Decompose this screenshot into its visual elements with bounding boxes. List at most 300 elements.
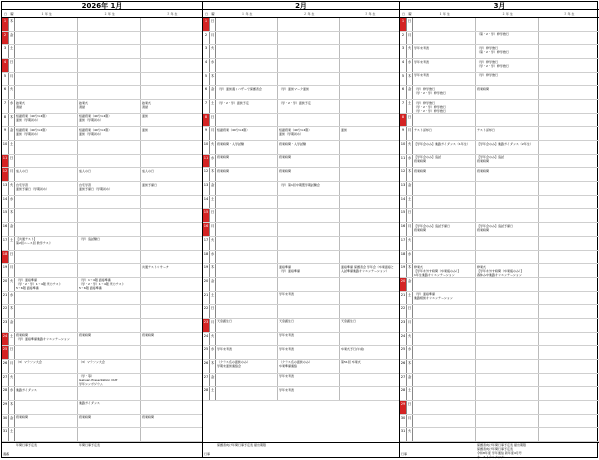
day-row: [203, 387, 399, 401]
event-cell-g2: [278, 278, 340, 291]
day-number: 23: [2, 319, 9, 332]
day-of-week: 日: [210, 209, 216, 222]
day-number: 28: [203, 387, 210, 400]
day-row: [2, 59, 202, 73]
day-of-week: 火: [210, 141, 216, 154]
header-g3: ３ 年 生: [364, 12, 376, 16]
day-of-week: 木: [9, 209, 15, 222]
day-of-week: 金: [9, 32, 15, 45]
event-cell-g1: [216, 264, 278, 277]
event-cell-g3: [141, 387, 203, 400]
event-cell-g3: 天皇誕生日: [341, 319, 357, 324]
event-cell-g1: [216, 59, 278, 72]
event-cell-g2: [78, 73, 141, 86]
header-dow: 曜: [211, 12, 215, 16]
day-row: [400, 401, 599, 415]
day-of-week: 金: [210, 182, 216, 195]
event-cell-g2: 授業時間: [476, 168, 539, 181]
event-cell-g2: [476, 292, 539, 305]
day-of-week: 日: [407, 305, 413, 318]
event-cell-g2: [78, 141, 141, 154]
event-cell-g1: [15, 73, 78, 86]
event-cell-g2: [476, 305, 539, 318]
day-number: 13: [203, 182, 210, 195]
event-cell-g3: [539, 223, 599, 236]
event-cell-g1: [216, 32, 278, 45]
day-number: 12: [203, 168, 210, 181]
day-number: 12: [400, 168, 407, 181]
event-cell-g2: [476, 237, 539, 250]
day-of-week: 火: [407, 333, 413, 346]
footer-label: 週番: [3, 452, 10, 456]
event-cell-g3: [340, 251, 400, 264]
day-number: 19: [203, 264, 210, 277]
event-cell-g2: 成人の日: [78, 168, 141, 181]
day-of-week: 月: [210, 319, 216, 332]
event-cell-g2: 授業時間・入学試験: [278, 141, 340, 154]
day-of-week: 日: [210, 305, 216, 318]
event-cell-g1: 授業時間: [413, 168, 476, 181]
event-cell-g2: 【学年会のみ】追試予備日 授業時間: [476, 223, 539, 236]
day-number: 14: [400, 196, 407, 209]
event-cell-g3: [539, 86, 599, 99]
day-number: 2: [203, 32, 210, 45]
day-of-week: 月: [9, 73, 15, 86]
event-cell-g2: 授業時間: [476, 86, 539, 99]
event-cell-g2: [78, 305, 141, 318]
day-of-week: 土: [9, 237, 15, 250]
day-of-week: 金: [407, 86, 413, 99]
day-number: 22: [203, 305, 210, 318]
day-of-week: 火: [9, 182, 15, 195]
day-row: [203, 18, 399, 32]
day-of-week: 火: [407, 237, 413, 250]
day-number: 6: [203, 86, 210, 99]
column-header: [400, 10, 599, 18]
event-cell-g2: [78, 223, 141, 236]
event-cell-g2: 学年末考査: [278, 346, 340, 359]
day-row: [400, 32, 599, 46]
day-row: [203, 374, 399, 388]
event-cell-g3: [141, 155, 203, 168]
day-number: 31: [400, 428, 407, 441]
day-row: [203, 264, 399, 278]
column-header: [203, 10, 399, 18]
day-of-week: 土: [210, 292, 216, 305]
event-cell-g1: [413, 305, 476, 318]
event-cell-g1: [15, 18, 78, 31]
event-cell-g1: 授業時間 （学）面接準備進路オリエンテーション: [15, 333, 78, 346]
day-of-week: 火: [210, 237, 216, 250]
event-cell-g1: [216, 278, 278, 291]
event-cell-g1: 学年末考査: [413, 59, 476, 72]
day-of-week: 木: [407, 168, 413, 181]
event-cell-g1: [216, 18, 278, 31]
header-g1: １ 年 生: [439, 12, 450, 16]
event-cell-g3: [539, 32, 599, 45]
day-number: 27: [203, 374, 210, 387]
event-cell-g3: [539, 127, 599, 140]
event-cell-g1: [15, 223, 78, 236]
day-of-week: 金: [210, 374, 216, 387]
event-cell-g3: 始業式 清掃: [142, 100, 152, 109]
event-cell-g1: [216, 209, 278, 222]
day-of-week: 水: [210, 59, 216, 72]
event-cell-g2: テスト返却日: [476, 127, 539, 140]
event-cell-g3: [340, 59, 400, 72]
event-cell-g1: [15, 32, 78, 45]
event-cell-g1: 短縮授業（40分×4限）: [216, 127, 278, 140]
event-cell-g2: 授業時間: [78, 415, 141, 428]
event-cell-g3: [141, 428, 203, 441]
day-number: 19: [400, 264, 407, 277]
day-of-week: 水: [9, 196, 15, 209]
event-cell-g3: 第51回 卒業式: [341, 360, 361, 365]
day-number: 29: [2, 401, 9, 414]
day-number: 8: [203, 114, 210, 127]
day-of-week: 土: [9, 45, 15, 58]
event-cell-g3: [141, 401, 203, 414]
day-row: [2, 360, 202, 374]
day-number: 22: [2, 305, 9, 318]
event-cell-g2: [78, 59, 141, 72]
day-number: 23: [400, 319, 407, 332]
day-number: 10: [2, 141, 9, 154]
event-cell-g2: [78, 45, 141, 58]
day-of-week: 金: [9, 319, 15, 332]
day-row: [203, 168, 399, 182]
event-cell-g2: （学）修学旅行 （学・2・学）修学旅行: [476, 59, 539, 72]
day-number: 21: [203, 292, 210, 305]
day-of-week: 金: [9, 415, 15, 428]
day-number: 25: [2, 346, 9, 359]
day-of-week: 水: [9, 100, 15, 113]
event-cell-g2: [78, 209, 141, 222]
event-cell-g3: [141, 141, 203, 154]
day-number: 4: [2, 59, 9, 72]
event-cell-g1: （クラス名の面談のみ） 学期末面談連絡会: [216, 360, 278, 373]
event-cell-g1: （3）マラソン大会: [15, 360, 78, 373]
event-cell-g3: [340, 292, 400, 305]
event-cell-g2: 自宅学習 面談予備日（学期初め）: [78, 182, 141, 195]
day-of-week: 月: [9, 360, 15, 373]
event-cell-g2: 始業式 清掃: [78, 100, 141, 113]
day-of-week: 水: [210, 155, 216, 168]
event-cell-g2: [476, 360, 539, 373]
event-cell-g2: [278, 59, 340, 72]
event-cell-g3: [340, 100, 400, 113]
day-of-week: 日: [9, 155, 15, 168]
day-of-week: 土: [9, 141, 15, 154]
event-cell-g1: [413, 401, 476, 414]
event-cell-g2: [476, 319, 539, 332]
event-cell-g1: 授業時間: [216, 168, 278, 181]
header-g3: ３ 年 生: [563, 12, 575, 16]
day-of-week: 金: [9, 127, 15, 140]
event-cell-g1: [15, 209, 78, 222]
day-row: [2, 264, 202, 278]
day-of-week: 月: [407, 32, 413, 45]
day-number: 17: [2, 237, 9, 250]
day-number: 4: [400, 59, 407, 72]
event-cell-g3: [340, 196, 400, 209]
event-cell-g2: 学年末考査: [278, 292, 340, 305]
event-cell-g1: （学）面接準備 （学・2・学）1～4限 実力テスト 5～6限 面接準備: [15, 278, 78, 291]
day-number: 7: [2, 100, 9, 113]
day-number: 19: [2, 264, 9, 277]
day-row: [203, 32, 399, 46]
day-of-week: 土: [210, 387, 216, 400]
day-row: [203, 305, 399, 319]
day-number: 11: [400, 155, 407, 168]
day-of-week: 金: [407, 374, 413, 387]
event-cell-g2: [476, 114, 539, 127]
event-cell-g3: [539, 319, 599, 332]
day-of-week: 日: [210, 114, 216, 127]
day-number: 9: [400, 127, 407, 140]
event-cell-g2: [78, 346, 141, 359]
event-cell-g1: テスト返却日: [413, 127, 476, 140]
event-cell-g3: [141, 59, 203, 72]
event-cell-g3: [340, 387, 400, 400]
day-of-week: 木: [210, 168, 216, 181]
event-cell-g2: （学）修学旅行 （第・2・学）修学旅行: [476, 45, 539, 58]
day-row: [400, 415, 599, 429]
event-cell-g1: [413, 278, 476, 291]
event-cell-g3: [539, 73, 599, 86]
day-number: 24: [203, 333, 210, 346]
day-number: 1: [2, 18, 9, 31]
day-number: 29: [400, 401, 407, 414]
day-row: [203, 251, 399, 265]
day-row: [400, 278, 599, 292]
day-row: [400, 333, 599, 347]
event-cell-g1: 授業時間・入学試験: [216, 141, 278, 154]
day-number: 20: [400, 278, 407, 291]
event-cell-g2: [278, 32, 340, 45]
day-number: 27: [2, 374, 9, 387]
event-cell-g1: [216, 305, 278, 318]
event-cell-g3: [340, 18, 400, 31]
day-row: [400, 100, 599, 114]
day-row: [400, 168, 599, 182]
event-cell-g3: [539, 45, 599, 58]
event-cell-g2: [278, 209, 340, 222]
event-cell-g1: [15, 374, 78, 387]
day-number: 25: [203, 346, 210, 359]
event-cell-g1: 自宅学習 面談予備日（学期初め）: [15, 182, 78, 195]
day-row: [203, 155, 399, 169]
event-cell-g1: 成人の日: [15, 168, 78, 181]
footer-note-1: 年間行事予定表: [16, 443, 38, 447]
event-cell-g2: 短縮授業（40分×4限） 面談（学期初め）: [78, 114, 141, 127]
event-cell-g1: [413, 415, 476, 428]
event-cell-g3: [539, 18, 599, 31]
month-footer: [400, 442, 599, 457]
footer-note-1: 保護者向け年間行事予定表 提出期限: [217, 443, 266, 447]
day-of-week: 土: [407, 100, 413, 113]
day-row: [2, 278, 202, 292]
day-number: 15: [400, 209, 407, 222]
event-cell-g2: （3）マラソン大会: [78, 360, 141, 373]
day-of-week: 木: [9, 114, 15, 127]
event-cell-g3: [340, 155, 400, 168]
day-row: [2, 415, 202, 429]
event-cell-g1: [216, 333, 278, 346]
event-cell-g2: [78, 86, 141, 99]
event-cell-g1: [413, 32, 476, 45]
event-cell-g1: [413, 346, 476, 359]
day-row: [203, 73, 399, 87]
day-row: [203, 333, 399, 347]
day-number: 1: [203, 18, 210, 31]
event-cell-g2: （第・2・学）修学旅行: [476, 32, 539, 45]
event-cell-g3: 面接準備 保護者会 学年会（卒業面接と 入試準備進路オリエンテーション）: [341, 264, 394, 273]
day-of-week: 火: [210, 333, 216, 346]
event-cell-g2: [476, 346, 539, 359]
day-of-week: 土: [407, 387, 413, 400]
event-cell-g1: （学）修学旅行 （学・2・学）修学旅行 （学・2・学）修学旅行: [413, 100, 476, 113]
day-row: [400, 73, 599, 87]
day-row: [2, 237, 202, 251]
event-cell-g3: [539, 278, 599, 291]
day-of-week: 木: [210, 264, 216, 277]
day-number: 3: [400, 45, 407, 58]
event-cell-g1: [216, 182, 278, 195]
day-row: [2, 333, 202, 347]
day-row: [2, 401, 202, 415]
day-of-week: 火: [407, 141, 413, 154]
day-number: 6: [2, 86, 9, 99]
day-of-week: 土: [407, 196, 413, 209]
event-cell-g3: [141, 374, 203, 387]
day-row: [203, 127, 399, 141]
day-number: 7: [203, 100, 210, 113]
day-number: 13: [400, 182, 407, 195]
event-cell-g2: [278, 251, 340, 264]
event-cell-g1: [413, 387, 476, 400]
event-cell-g1: （学）修学旅行 （学・2・学）修学旅行: [413, 86, 476, 99]
day-row: [2, 168, 202, 182]
event-cell-g3: [141, 32, 203, 45]
event-cell-g1: 授業時間: [15, 415, 78, 428]
day-rows: [203, 18, 399, 442]
day-number: 16: [203, 223, 210, 236]
footer-note-2: 年間行事予定表: [79, 443, 101, 447]
event-cell-g1: [15, 401, 78, 414]
day-number: 5: [400, 73, 407, 86]
header-g3: ３ 年 生: [166, 12, 178, 16]
event-cell-g3: [539, 182, 599, 195]
day-row: [203, 346, 399, 360]
day-rows: [2, 18, 202, 442]
event-cell-g2: [278, 223, 340, 236]
day-of-week: 土: [9, 428, 15, 441]
day-number: 23: [203, 319, 210, 332]
event-cell-g1: [216, 387, 278, 400]
day-row: [203, 45, 399, 59]
day-row: [203, 182, 399, 196]
day-row: [400, 319, 599, 333]
event-cell-g3: [539, 333, 599, 346]
event-cell-g3: [340, 182, 400, 195]
day-number: 25: [400, 346, 407, 359]
event-cell-g3: [539, 141, 599, 154]
day-row: [2, 209, 202, 223]
day-of-week: 水: [407, 155, 413, 168]
event-cell-g1: [15, 45, 78, 58]
day-number: 13: [2, 182, 9, 195]
event-cell-g2: 授業時間: [78, 333, 141, 346]
calendar-sheet: [1, 1, 598, 458]
event-cell-g3: [141, 346, 203, 359]
event-cell-g1: [413, 196, 476, 209]
day-row: [2, 86, 202, 100]
day-row: [400, 305, 599, 319]
day-of-week: 水: [407, 59, 413, 72]
day-row: [203, 292, 399, 306]
day-of-week: 水: [9, 292, 15, 305]
day-row: [400, 45, 599, 59]
event-cell-g2: 学年末考査: [278, 333, 340, 346]
event-cell-g3: [141, 196, 203, 209]
event-cell-g2: 授業時間: [278, 155, 340, 168]
day-row: [400, 292, 599, 306]
event-cell-g3: 共通テストリサーチ: [142, 264, 169, 269]
event-cell-g2: （学）追試験日: [78, 237, 141, 250]
day-row: [2, 45, 202, 59]
header-g1: １ 年 生: [41, 12, 52, 16]
day-row: [203, 278, 399, 292]
day-number: 11: [2, 155, 9, 168]
event-cell-g3: [340, 45, 400, 58]
event-cell-g1: 学年末考査: [413, 73, 476, 86]
day-of-week: 土: [407, 292, 413, 305]
day-number: 12: [2, 168, 9, 181]
day-number: 14: [2, 196, 9, 209]
day-row: [400, 127, 599, 141]
day-number: 10: [400, 141, 407, 154]
event-cell-g2: [78, 292, 141, 305]
day-number: 9: [2, 127, 9, 140]
month-column: [203, 2, 400, 457]
event-cell-g3: [141, 305, 203, 318]
event-cell-g2: 短縮授業（40分×4限） 面談（学期初め）: [278, 127, 340, 140]
event-cell-g2: [78, 155, 141, 168]
day-row: [203, 209, 399, 223]
event-cell-g1: [413, 182, 476, 195]
day-row: [400, 59, 599, 73]
event-cell-g1: 修業式 【学年を外す時間（卒業後のみ）】 1年生進路オリエンテーション: [413, 264, 476, 277]
day-row: [2, 387, 202, 401]
event-cell-g1: （学）面談週 / バザーで保護者会: [216, 86, 278, 99]
event-cell-g1: [413, 428, 476, 441]
day-row: [2, 196, 202, 210]
event-cell-g3: [141, 45, 203, 58]
header-g2: ２ 年 生: [104, 12, 115, 16]
event-cell-g3: [340, 223, 400, 236]
event-cell-g3: [340, 73, 400, 86]
event-cell-g1: [15, 141, 78, 154]
day-of-week: 月: [407, 415, 413, 428]
event-cell-g1: [216, 223, 278, 236]
day-number: 8: [400, 114, 407, 127]
day-row: [400, 18, 599, 32]
event-cell-g2: （学）1～4限 面接準備 （学・2・学）1～4限 実力テスト 5～6限 面接準備: [78, 278, 141, 291]
event-cell-g2: （学）修学旅行: [476, 73, 539, 86]
event-cell-g1: 学年末考査: [413, 45, 476, 58]
day-row: [400, 209, 599, 223]
